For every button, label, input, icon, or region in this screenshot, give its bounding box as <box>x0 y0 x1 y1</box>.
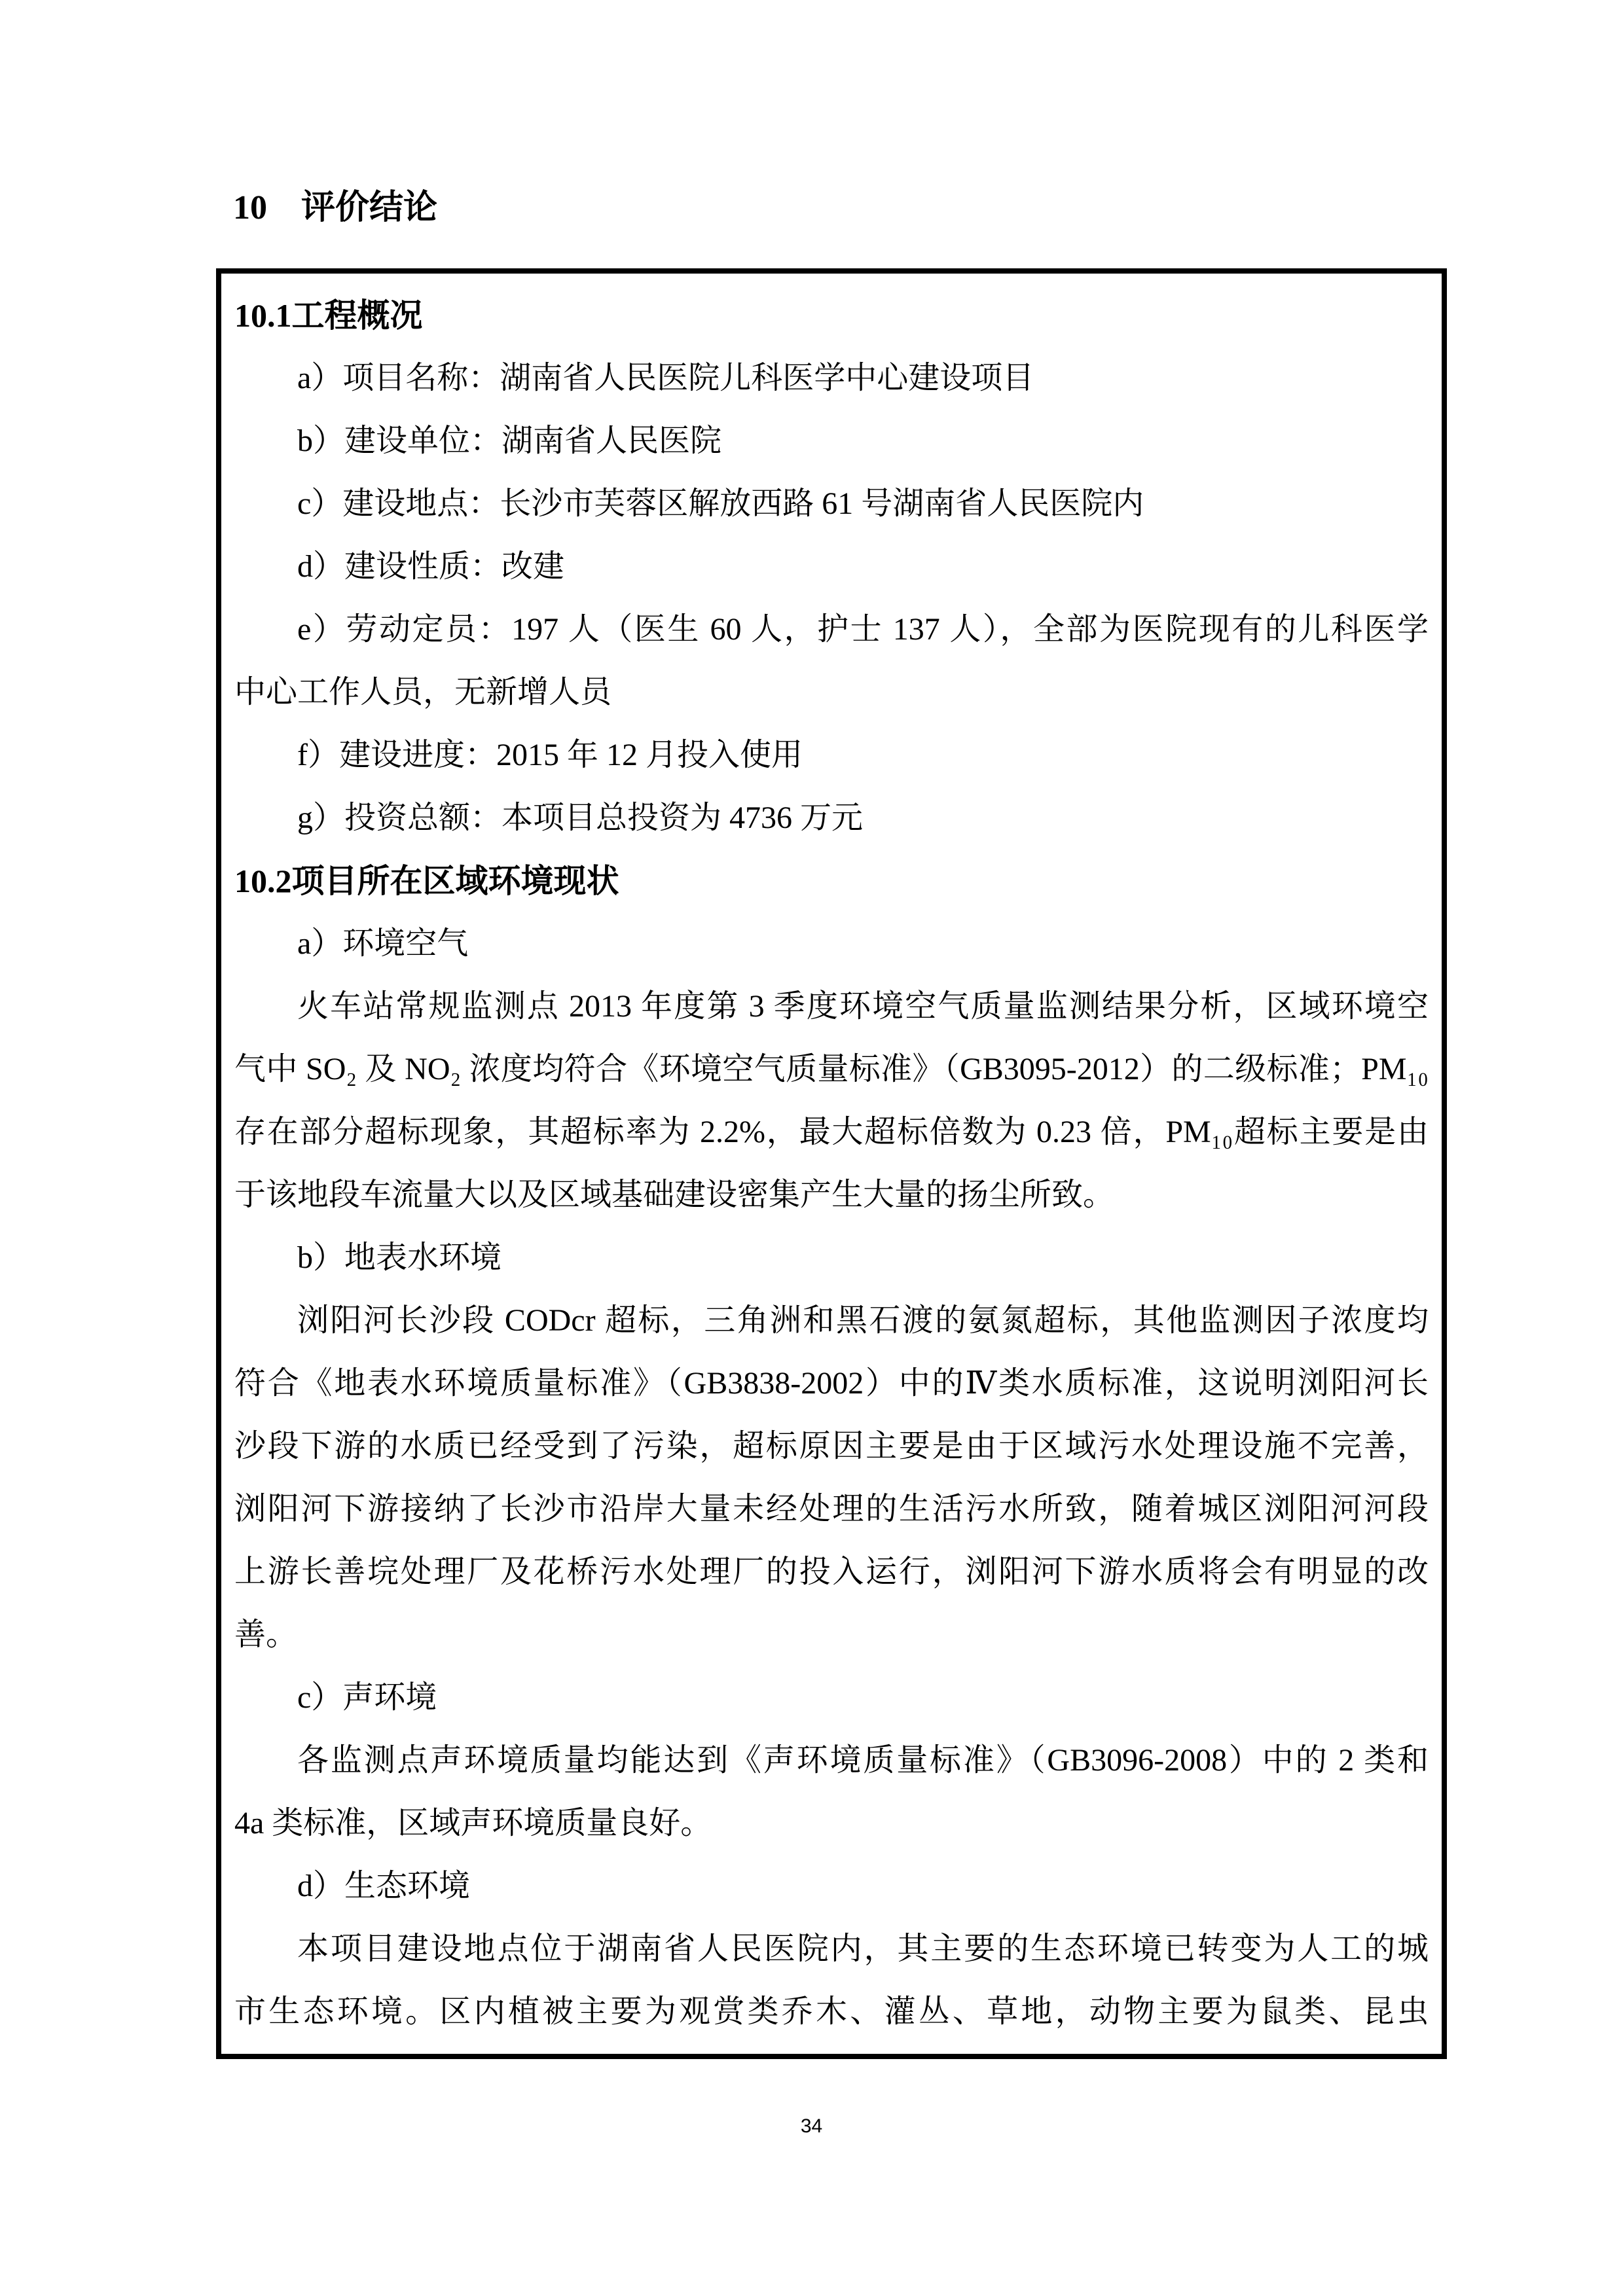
text-line: d）生态环境 <box>297 1869 471 1903</box>
text-line: 本项目建设地点位于湖南省人民医院内，其主要的生态环境已转变为人工的城 <box>297 1931 1429 1966</box>
text-line: 各监测点声环境质量均能达到《声环境质量标准》（GB3096-2008）中的 2 类和 <box>297 1743 1429 1778</box>
text-line: 中心工作人员，无新增人员 <box>234 675 612 709</box>
text-line: 上游长善垸处理厂及花桥污水处理厂的投入运行，浏阳河下游水质将会有明显的改 <box>234 1554 1429 1589</box>
text-line: f）建设进度：2015 年 12 月投入使用 <box>297 738 803 772</box>
section-heading-10-1: 10.1工程概况 <box>234 297 423 334</box>
text-line: b）建设单位：湖南省人民医院 <box>297 423 722 458</box>
text-line: 浏阳河长沙段 CODcr 超标，三角洲和黑石渡的氨氮超标，其他监测因子浓度均 <box>297 1303 1429 1338</box>
text-line: a）环境空气 <box>297 926 469 961</box>
text-line: 浏阳河下游接纳了长沙市沿岸大量未经处理的生活污水所致，随着城区浏阳河河段 <box>234 1492 1429 1526</box>
text-line: 善。 <box>234 1617 298 1652</box>
text-line: e）劳动定员：197 人（医生 60 人，护士 137 人），全部为医院现有的儿科医学 <box>297 612 1429 647</box>
text-line: 市生态环境。区内植被主要为观赏类乔木、灌丛、草地，动物主要为鼠类、昆虫 <box>234 1994 1429 2029</box>
text-line: 火车站常规监测点 2013 年度第 3 季度环境空气质量监测结果分析，区域环境空 <box>297 989 1429 1024</box>
text-line: d）建设性质：改建 <box>297 549 565 584</box>
page-number: 34 <box>800 2115 823 2137</box>
chapter-heading: 10 评价结论 <box>233 189 438 226</box>
text-line: 于该地段车流量大以及区域基础建设密集产生大量的扬尘所致。 <box>234 1177 1115 1212</box>
text-line: c）声环境 <box>297 1680 437 1715</box>
text-line: g）投资总额：本项目总投资为 4736 万元 <box>297 800 864 835</box>
text-line: 符合《地表水环境质量标准》（GB3838-2002）中的Ⅳ类水质标准，这说明浏阳河长 <box>234 1366 1429 1401</box>
conclusion-box <box>216 268 1447 2059</box>
text-line: 4a 类标准，区域声环境质量良好。 <box>234 1806 712 1840</box>
text-line: 沙段下游的水质已经受到了污染，超标原因主要是由于区域污水处理设施不完善， <box>234 1429 1429 1463</box>
text-line: 存在部分超标现象，其超标率为 2.2%，最大超标倍数为 0.23 倍，PM₁₀超标主要是由 <box>234 1115 1429 1149</box>
text-line: 气中 SO₂ 及 NO₂ 浓度均符合《环境空气质量标准》（GB3095-2012）的二级标准；PM₁₀ <box>234 1052 1429 1086</box>
text-line: b）地表水环境 <box>297 1240 502 1275</box>
text-line: c）建设地点：长沙市芙蓉区解放西路 61 号湖南省人民医院内 <box>297 486 1144 521</box>
text-line: a）项目名称：湖南省人民医院儿科医学中心建设项目 <box>297 361 1034 395</box>
section-heading-10-2: 10.2项目所在区域环境现状 <box>234 863 619 899</box>
